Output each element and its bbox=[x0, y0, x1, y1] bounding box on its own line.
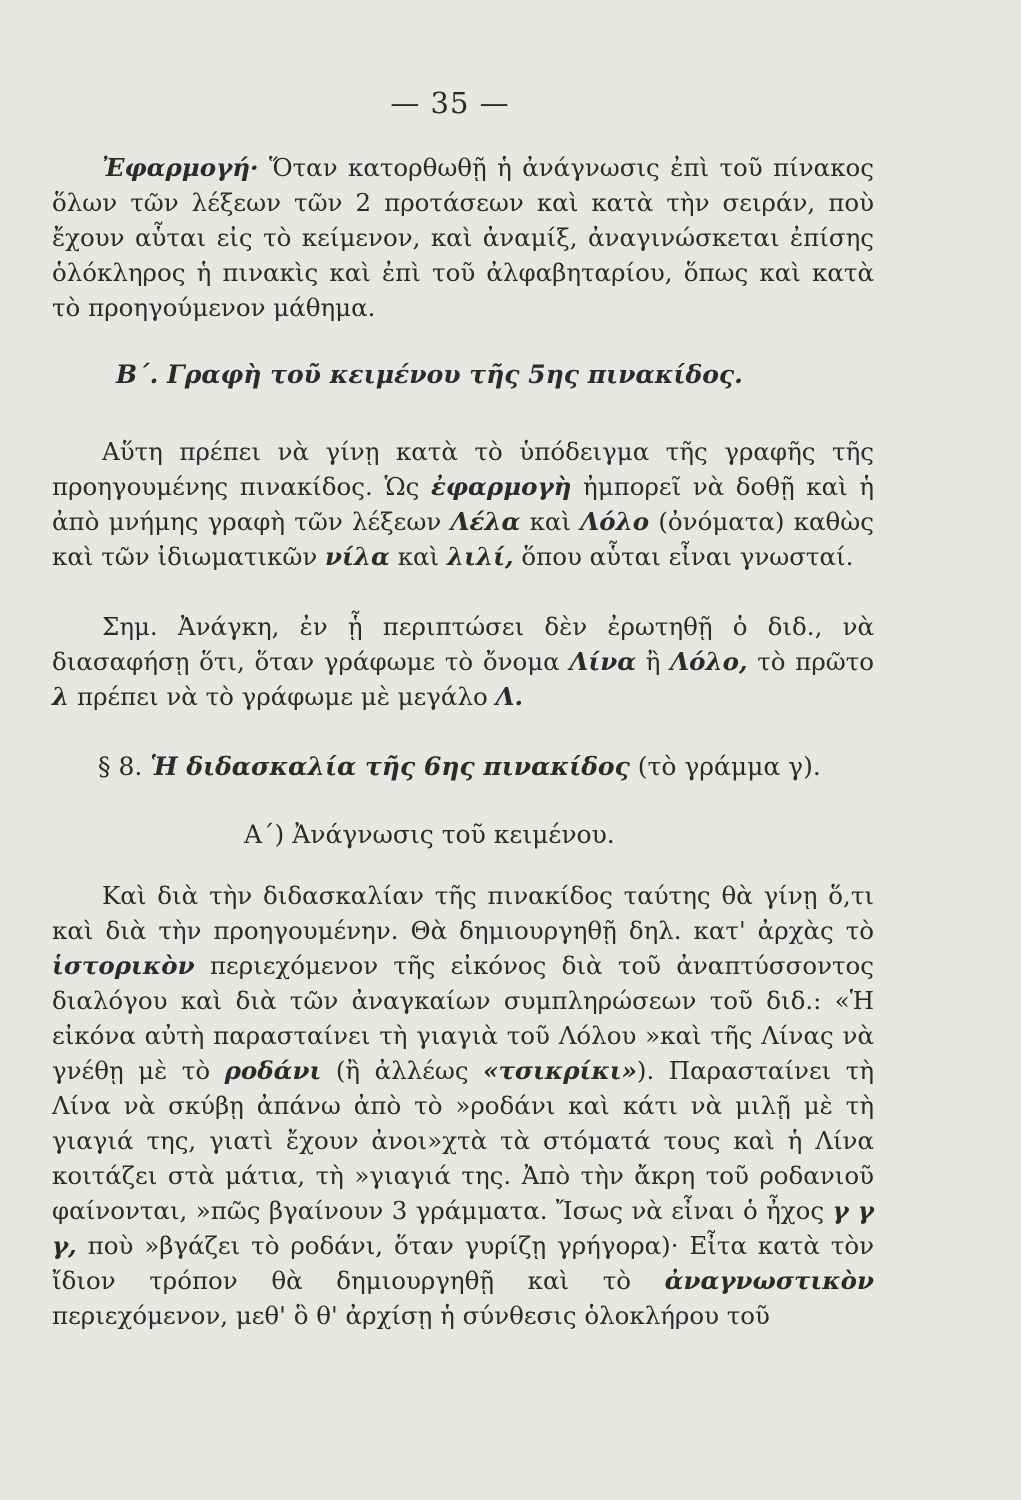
text-run: ἢ bbox=[636, 647, 671, 676]
section-8-heading bbox=[98, 752, 821, 781]
emphasis: ἱστορικὸν bbox=[52, 951, 195, 980]
section-note: (τὸ γράμμα γ). bbox=[637, 752, 821, 781]
emphasis: «τσικρίκι» bbox=[483, 1056, 637, 1085]
text-run: ὅπου αὗται εἶναι γνωσταί. bbox=[513, 542, 854, 571]
emphasis: λιλί, bbox=[446, 542, 514, 571]
emphasis: γ γ γ, bbox=[52, 1196, 874, 1260]
paragraph-writing bbox=[52, 434, 874, 574]
text-run: Καὶ διὰ τὴν διδασκαλίαν τῆς πινακίδος ταύτης θὰ γίνῃ ὅ,τι καὶ διὰ τὴν προηγουμένην. Θὰ δημιουργηθῇ δηλ. κατ' ἀρχὰς τὸ bbox=[52, 881, 874, 945]
paragraph-note bbox=[52, 609, 874, 714]
emphasis: Λ. bbox=[495, 682, 524, 711]
text-run: περιεχόμενον τῆς εἰκόνος διὰ τοῦ ἀναπτύσσοντος διαλόγου καὶ διὰ τῶν ἀναγκαίων συμπληρώσεων τοῦ διδ.: «Ἡ εἰκόνα αὐτὴ παρασταίνει τὴ γιαγιὰ τοῦ Λόλου »καὶ τῆς Λίνας νὰ γνέθῃ μὲ τὸ bbox=[52, 951, 874, 1085]
text-run: καὶ bbox=[520, 507, 581, 536]
text-run: ). Παρασταίνει τὴ Λίνα νὰ σκύβῃ ἀπάνω ἀπὸ τὸ »ροδάνι καὶ κάτι νὰ μιλῇ μὲ τὴ γιαγιά της, γιατὶ ἔχουν ἀνοι»χτὰ τὰ στόματά τους καὶ ἡ Λίνα κοιτάζει στὰ μάτια, τὴ »γιαγιά της. Ἀπὸ τὴν ἄκρη τοῦ ροδανιοῦ φαίνονται, »πῶς βγαίνουν 3 γράμματα. Ἴσως νὰ εἶναι ὁ ἦχος bbox=[52, 1056, 875, 1225]
paragraph-teaching bbox=[52, 878, 874, 1333]
paragraph-lead: Ἐφαρμογή· bbox=[102, 153, 259, 182]
text-run: Αὕτη πρέπει νὰ γίνῃ κατὰ τὸ ὑπόδειγμα τῆς γραφῆς τῆς προηγουμένης πινακίδος. Ὡς bbox=[52, 437, 874, 501]
sub-heading-reading: Α΄) Ἀνάγνωσις τοῦ κειμένου. bbox=[244, 820, 615, 849]
emphasis: Λόλο, bbox=[670, 647, 748, 676]
emphasis: νίλα bbox=[325, 542, 390, 571]
text-run: πρέπει νὰ τὸ γράφωμε μὲ μεγάλο bbox=[69, 682, 496, 711]
emphasis: ροδάνι bbox=[224, 1056, 322, 1085]
text-run: καὶ bbox=[389, 542, 447, 571]
text-run: ποὺ »βγάζει τὸ ροδάνι, ὅταν γυρίζῃ γρήγορα)· Εἶτα κατὰ τὸν ἴδιον τρόπον θὰ δημιουργηθῇ καὶ τὸ bbox=[52, 1231, 874, 1295]
emphasis: λ bbox=[52, 682, 70, 711]
text-run: ἠμπορεῖ νὰ δοθῇ καὶ ἡ ἀπὸ μνήμης γραφὴ τῶν λέξεων bbox=[52, 472, 875, 536]
text-run: (ὀνόματα) καθὼς καὶ τῶν ἰδιωματικῶν bbox=[52, 507, 874, 571]
section-heading-b: Β΄. Γραφὴ τοῦ κειμένου τῆς 5ης πινακίδος. bbox=[116, 360, 743, 389]
emphasis: Λίνα bbox=[569, 647, 637, 676]
text-run: τὸ πρῶτο bbox=[747, 647, 875, 676]
emphasis: ἀναγνωστικὸν bbox=[664, 1266, 874, 1295]
page-number: — 35 — bbox=[390, 86, 510, 120]
paragraph-text: Ὅταν κατορθωθῇ ἡ ἀνάγνωσις ἐπὶ τοῦ πίνακος ὅλων τῶν λέξεων τῶν 2 προτάσεων καὶ κατὰ τὴν σειράν, ποὺ ἔχουν αὗται εἰς τὸ κείμενον, καὶ ἀναμίξ, ἀναγινώσκεται ἐπίσης ὁλόκληρος ἡ πινακὶς καὶ ἐπὶ τοῦ ἀλφαβηταρίου, ὅπως καὶ κατὰ τὸ προηγούμενον μάθημα. bbox=[52, 153, 874, 322]
paragraph-application bbox=[52, 150, 874, 325]
text-run: περιεχόμενον, μεθ' ὃ θ' ἀρχίσῃ ἡ σύνθεσις ὁλοκλήρου τοῦ bbox=[52, 1301, 770, 1330]
emphasis: ἐφαρμογὴ bbox=[430, 472, 572, 501]
emphasis: Λέλα bbox=[450, 507, 521, 536]
section-number: § 8. bbox=[98, 752, 143, 781]
text-run: (ἢ ἀλλέως bbox=[321, 1056, 484, 1085]
emphasis: Λόλο bbox=[580, 507, 650, 536]
text-run: Σημ. Ἀνάγκη, ἐν ᾗ περιπτώσει δὲν ἐρωτηθῇ ὁ διδ., νὰ διασαφήσῃ ὅτι, ὅταν γράφωμε τὸ ὄνομα bbox=[52, 612, 874, 676]
section-title: Ἡ διδασκαλία τῆς 6ης πινακίδος bbox=[150, 752, 630, 781]
